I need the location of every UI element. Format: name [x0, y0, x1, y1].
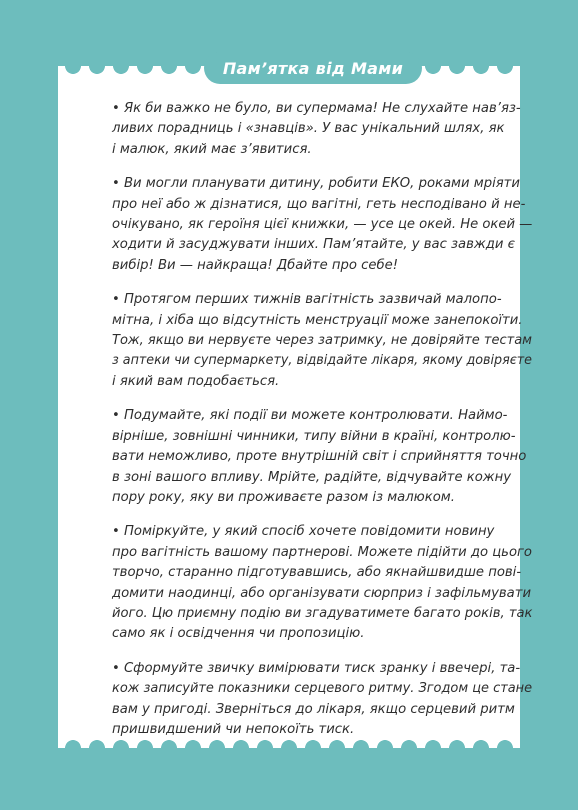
memo-line: очікувано, як героїня цієї книжки, — усе це окей. Не окей —	[112, 217, 533, 233]
memo-line: ходити й засуджувати інших. Пам’ятайте, у вас завжди є	[112, 237, 515, 253]
memo-paragraph-4	[112, 406, 532, 508]
memo-line: • Як би важко не було, ви супермама! Не слухайте нав’яз-	[112, 101, 521, 116]
memo-line: пришвидшений чи непокоїть тиск.	[112, 721, 355, 737]
memo-content	[112, 99, 532, 754]
memo-line: ливих порадниць і «знавців». У вас унікальний шлях, як	[112, 121, 505, 137]
memo-line: і малюк, який має з’явитися.	[112, 141, 312, 157]
memo-line: творчо, старанно підготувавшись, або якнайшвидше пові-	[112, 565, 522, 581]
memo-line: в зоні вашого впливу. Мрійте, радійте, відчувайте кожну	[112, 469, 512, 485]
memo-line: вірніше, зовнішні чинники, типу війни в країні, контролю-	[112, 428, 516, 444]
memo-line: з аптеки чи супермаркету, відвідайте лікаря, якому довіряєте	[112, 353, 532, 369]
memo-line: пору року, яку ви проживаєте разом із малюком.	[112, 489, 455, 505]
memo-paragraph-5	[112, 522, 532, 644]
memo-line: само як і освідчення чи пропозицію.	[112, 626, 365, 642]
memo-line: вати неможливо, проте внутрішній світ і сприйняття точно	[112, 449, 527, 465]
memo-paragraph-6	[112, 659, 532, 741]
memo-line: кож записуйте показники серцевого ритму. Згодом це стане	[112, 681, 533, 697]
memo-line: вибір! Ви — найкраща! Дбайте про себе!	[112, 257, 399, 273]
memo-paragraph-2	[112, 174, 532, 276]
memo-paragraph-3	[112, 290, 532, 392]
memo-line: його. Цю приємну подію ви згадуватимете багато років, так	[112, 605, 533, 621]
memo-line: і який вам подобається.	[112, 373, 280, 389]
memo-line: домити наодинці, або організувати сюрприз і зафільмувати	[112, 585, 532, 601]
memo-line: про неї або ж дізнатися, що вагітні, геть несподівано й не-	[112, 196, 526, 212]
memo-line: • Сформуйте звичку вимірювати тиск зранку і ввечері, та-	[112, 660, 521, 676]
memo-line: про вагітність вашому партнерові. Можете підійти до цього	[112, 544, 532, 560]
memo-line: • Протягом перших тижнів вагітність зазвичай малопо-	[112, 292, 502, 308]
memo-line: мітна, і хіба що відсутність менструації може занепокоїти.	[112, 312, 523, 328]
memo-line: • Подумайте, які події ви можете контролювати. Наймо-	[112, 408, 508, 424]
title-tab	[204, 52, 422, 84]
page-title: Пам’ятка від Мами	[222, 58, 404, 78]
memo-paragraph-1	[112, 99, 532, 160]
memo-line: • Поміркуйте, у який спосіб хочете повідомити новину	[112, 524, 495, 540]
memo-line: Тож, якщо ви нервуєте через затримку, не довіряйте тестам	[112, 333, 532, 349]
memo-line: • Ви могли планувати дитину, робити ЕКО, роками мріяти	[112, 176, 520, 192]
memo-line: вам у пригоді. Зверніться до лікаря, якщо серцевий ритм	[112, 701, 515, 717]
